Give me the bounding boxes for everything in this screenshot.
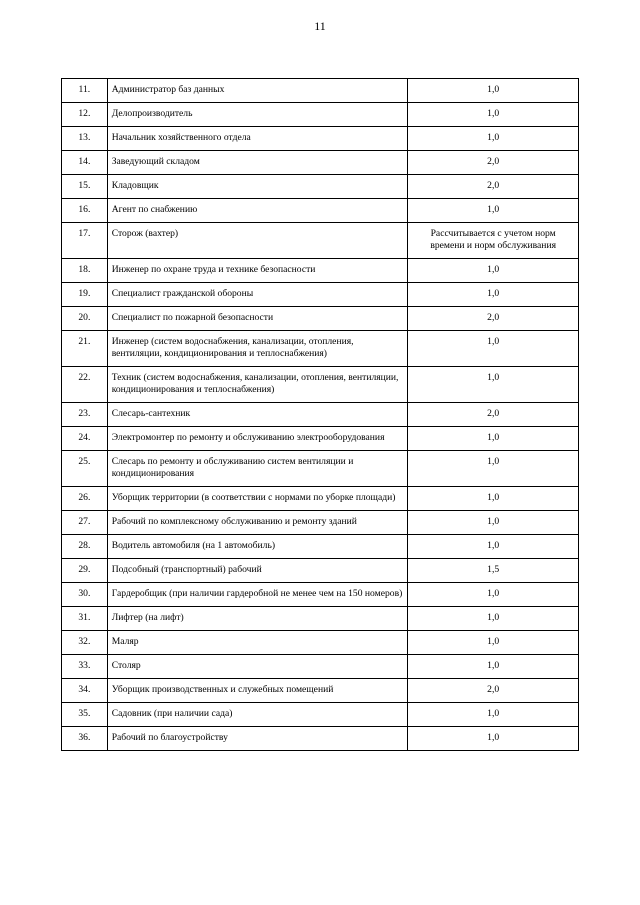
staff-norm-cell: Рассчитывается с учетом норм времени и норм обслуживания — [408, 223, 579, 259]
staff-norm-cell: 1,5 — [408, 559, 579, 583]
table-row — [62, 451, 579, 487]
staff-norm-cell: 1,0 — [408, 283, 579, 307]
staff-norm-cell: 1,0 — [408, 607, 579, 631]
row-number-cell: 28. — [62, 535, 108, 559]
position-name-cell: Начальник хозяйственного отдела — [107, 127, 408, 151]
table-row — [62, 679, 579, 703]
position-name-cell: Подсобный (транспортный) рабочий — [107, 559, 408, 583]
position-name-cell: Уборщик территории (в соответствии с нормами по уборке площади) — [107, 487, 408, 511]
staff-norm-cell: 1,0 — [408, 487, 579, 511]
table-row — [62, 607, 579, 631]
table-row — [62, 727, 579, 751]
table-row — [62, 487, 579, 511]
position-name-cell: Слесарь по ремонту и обслуживанию систем вентиляции и кондиционирования — [107, 451, 408, 487]
row-number-cell: 13. — [62, 127, 108, 151]
staff-norm-cell: 1,0 — [408, 583, 579, 607]
table-row — [62, 583, 579, 607]
row-number-cell: 25. — [62, 451, 108, 487]
staff-norm-cell: 1,0 — [408, 535, 579, 559]
staff-norm-cell: 1,0 — [408, 427, 579, 451]
row-number-cell: 30. — [62, 583, 108, 607]
table-row — [62, 655, 579, 679]
table-row — [62, 703, 579, 727]
staff-norm-cell: 1,0 — [408, 451, 579, 487]
row-number-cell: 32. — [62, 631, 108, 655]
position-name-cell: Инженер (систем водоснабжения, канализации, отопления, вентиляции, кондиционирования и теплоснабжения) — [107, 331, 408, 367]
position-name-cell: Агент по снабжению — [107, 199, 408, 223]
staff-norm-cell: 2,0 — [408, 175, 579, 199]
position-name-cell: Гардеробщик (при наличии гардеробной не менее чем на 150 номеров) — [107, 583, 408, 607]
staff-norm-cell: 1,0 — [408, 631, 579, 655]
table-row — [62, 223, 579, 259]
table-row — [62, 307, 579, 331]
staff-norm-cell: 1,0 — [408, 511, 579, 535]
staff-norm-cell: 2,0 — [408, 403, 579, 427]
row-number-cell: 29. — [62, 559, 108, 583]
row-number-cell: 14. — [62, 151, 108, 175]
row-number-cell: 20. — [62, 307, 108, 331]
table-body — [62, 79, 579, 751]
position-name-cell: Рабочий по благоустройству — [107, 727, 408, 751]
staff-norm-cell: 1,0 — [408, 259, 579, 283]
page-number: 11 — [314, 19, 326, 33]
row-number-cell: 33. — [62, 655, 108, 679]
table-row — [62, 511, 579, 535]
table-row — [62, 403, 579, 427]
position-name-cell: Электромонтер по ремонту и обслуживанию электрооборудования — [107, 427, 408, 451]
position-name-cell: Инженер по охране труда и технике безопасности — [107, 259, 408, 283]
table-row — [62, 127, 579, 151]
row-number-cell: 21. — [62, 331, 108, 367]
table-row — [62, 259, 579, 283]
row-number-cell: 24. — [62, 427, 108, 451]
row-number-cell: 18. — [62, 259, 108, 283]
table-row — [62, 79, 579, 103]
position-name-cell: Сторож (вахтер) — [107, 223, 408, 259]
position-name-cell: Садовник (при наличии сада) — [107, 703, 408, 727]
table-row — [62, 535, 579, 559]
row-number-cell: 11. — [62, 79, 108, 103]
row-number-cell: 17. — [62, 223, 108, 259]
row-number-cell: 12. — [62, 103, 108, 127]
table-row — [62, 559, 579, 583]
position-name-cell: Специалист по пожарной безопасности — [107, 307, 408, 331]
staff-norm-cell: 1,0 — [408, 331, 579, 367]
position-name-cell: Специалист гражданской обороны — [107, 283, 408, 307]
staff-norm-cell: 1,0 — [408, 127, 579, 151]
row-number-cell: 22. — [62, 367, 108, 403]
staff-norm-cell: 1,0 — [408, 703, 579, 727]
table-row — [62, 367, 579, 403]
staff-norm-cell: 1,0 — [408, 79, 579, 103]
staff-norm-cell: 1,0 — [408, 199, 579, 223]
table-row — [62, 331, 579, 367]
row-number-cell: 26. — [62, 487, 108, 511]
row-number-cell: 31. — [62, 607, 108, 631]
position-name-cell: Заведующий складом — [107, 151, 408, 175]
row-number-cell: 27. — [62, 511, 108, 535]
staff-norms-table — [61, 78, 579, 751]
table-row — [62, 103, 579, 127]
staff-norm-cell: 2,0 — [408, 679, 579, 703]
position-name-cell: Администратор баз данных — [107, 79, 408, 103]
staff-norm-cell: 2,0 — [408, 307, 579, 331]
table-row — [62, 199, 579, 223]
position-name-cell: Кладовщик — [107, 175, 408, 199]
position-name-cell: Столяр — [107, 655, 408, 679]
row-number-cell: 15. — [62, 175, 108, 199]
staff-norm-cell: 1,0 — [408, 103, 579, 127]
row-number-cell: 23. — [62, 403, 108, 427]
staff-norm-cell: 2,0 — [408, 151, 579, 175]
position-name-cell: Уборщик производственных и служебных помещений — [107, 679, 408, 703]
position-name-cell: Рабочий по комплексному обслуживанию и ремонту зданий — [107, 511, 408, 535]
staff-norm-cell: 1,0 — [408, 727, 579, 751]
table-row — [62, 151, 579, 175]
row-number-cell: 35. — [62, 703, 108, 727]
row-number-cell: 36. — [62, 727, 108, 751]
position-name-cell: Делопроизводитель — [107, 103, 408, 127]
position-name-cell: Техник (систем водоснабжения, канализации, отопления, вентиляции, кондиционирования и теплоснабжения) — [107, 367, 408, 403]
staff-norm-cell: 1,0 — [408, 655, 579, 679]
position-name-cell: Слесарь-сантехник — [107, 403, 408, 427]
row-number-cell: 16. — [62, 199, 108, 223]
table-row — [62, 175, 579, 199]
position-name-cell: Водитель автомобиля (на 1 автомобиль) — [107, 535, 408, 559]
table-row — [62, 631, 579, 655]
row-number-cell: 34. — [62, 679, 108, 703]
table-row — [62, 427, 579, 451]
position-name-cell: Лифтер (на лифт) — [107, 607, 408, 631]
position-name-cell: Маляр — [107, 631, 408, 655]
row-number-cell: 19. — [62, 283, 108, 307]
staff-norm-cell: 1,0 — [408, 367, 579, 403]
table-row — [62, 283, 579, 307]
